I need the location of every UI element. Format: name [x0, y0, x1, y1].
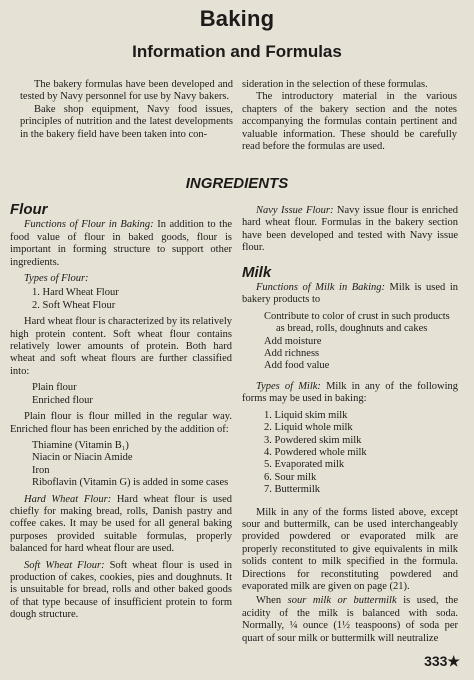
- soft-wheat-paragraph: [10, 560, 232, 622]
- soft-wheat-label: Soft Wheat Flour:: [24, 559, 105, 571]
- flour-heading: Flour: [10, 201, 48, 218]
- navy-flour-text: Navy issue flour is enriched hard wheat flour. Formulas in the bakery section have been developed and tested with Navy issue flour.: [242, 205, 459, 254]
- list-item: Iron: [32, 464, 50, 476]
- intro-paragraph-2: Bake shop equipment, Navy food issues, principles of nutrition and the latest developments in the bakery field have been taken into con-: [20, 103, 233, 140]
- flour-hard-soft-paragraph: Hard wheat flour is characterized by its relatively high protein content. Soft wheat flour contains relatively lower amounts of protein. Both hard wheat and soft wheat flours are further classified into:: [10, 316, 232, 377]
- milk-functions: [242, 282, 458, 307]
- flour-functions: [10, 219, 232, 269]
- list-item: 3. Powdered skim milk: [264, 434, 362, 446]
- flour-classes-list: [32, 382, 232, 407]
- flour-functions-label: Functions of Flour in Baking:: [24, 219, 154, 231]
- page-title: Baking: [199, 6, 275, 31]
- list-item: 4. Powdered whole milk: [264, 446, 367, 458]
- list-item: Thiamine (Vitamin B₁): [32, 439, 129, 451]
- list-item: Add richness: [264, 348, 320, 360]
- navy-flour-label: Navy Issue Flour:: [256, 205, 334, 216]
- list-item: Niacin or Niacin Amide: [32, 452, 133, 464]
- list-item: Add food value: [264, 360, 330, 372]
- flour-types-list: [32, 287, 232, 312]
- list-item: 2. Soft Wheat Flour: [32, 299, 116, 311]
- milk-forms-paragraph: Milk in any of the forms listed above, except sour and buttermilk, can be used interchangeably provided powdered or evaporated milk are properly reconstituted to give equivalents in milk solids content to milk specified in the formula. Directions for reconstituting powdered and evaporated milk are given on page (21).: [242, 506, 458, 592]
- navy-flour-paragraph: [242, 205, 458, 255]
- section-heading: INGREDIENTS: [185, 175, 289, 192]
- milk-functions-list: [264, 311, 458, 373]
- milk-functions-text: Milk is used in bakery products to: [242, 282, 458, 306]
- intro-left-column: [20, 79, 233, 141]
- list-item: Contribute to color of crust in such products as bread, rolls, doughnuts and cakes: [264, 310, 450, 335]
- intro-right-column: [242, 79, 457, 153]
- list-item: 2. Liquid whole milk: [264, 422, 353, 434]
- intro-paragraph-4: The introductory material in the various chapters of the bakery section and the notes accompanying the formulas contain pertinent and valuable information. These should be carefully read before the formulas are used.: [242, 91, 457, 153]
- list-item: 1. Hard Wheat Flour: [32, 287, 119, 299]
- milk-sour-paragraph: [242, 595, 458, 645]
- milk-types-label: Types of Milk:: [256, 380, 321, 392]
- flour-types-label: Types of Flour:: [24, 273, 89, 285]
- list-item: Enriched flour: [32, 394, 93, 406]
- list-item: Add moisture: [264, 335, 322, 347]
- flour-column: [10, 201, 233, 622]
- milk-sour-text-a: When: [256, 595, 282, 607]
- milk-functions-label: Functions of Milk in Baking:: [256, 282, 385, 294]
- hard-wheat-label: Hard Wheat Flour:: [24, 493, 112, 505]
- hard-wheat-paragraph: [10, 494, 232, 556]
- milk-types-text: Milk in any of the following forms may be used in baking:: [242, 380, 459, 405]
- hard-wheat-text: Hard wheat flour is used chiefly for making bread, rolls, Danish pastry and coffee cakes. It may be used for all general baking purposes provided suitable formulas, properly balanced for hard wheat flour are used.: [10, 493, 232, 555]
- milk-types-list: [264, 410, 458, 497]
- list-item: 6. Sour milk: [264, 471, 317, 483]
- list-item: 5. Evaporated milk: [264, 459, 345, 471]
- list-item: 1. Liquid skim milk: [264, 409, 348, 421]
- intro-paragraph-1: The bakery formulas have been developed and tested by Navy personnel for use by Navy bakers.: [20, 79, 233, 103]
- flour-functions-text: In addition to the food value of flour in baked goods, flour is important in forming structure to support other ingredients.: [10, 219, 233, 268]
- flour-additions-list: [32, 440, 232, 490]
- milk-types: [242, 381, 458, 406]
- page-number: 333★: [424, 653, 460, 669]
- intro-paragraph-3: sideration in the selection of these formulas.: [242, 79, 428, 90]
- milk-heading: Milk: [242, 263, 272, 281]
- soft-wheat-text: Soft wheat flour is used in production of cakes, cookies, pies and doughnuts. It is unsuitable for bread, rolls and other baked goods of that type because of insufficient protein to form dough structure.: [10, 559, 233, 621]
- list-item: 7. Buttermilk: [264, 484, 320, 496]
- milk-sour-text-b: is used, the acidity of the milk is balanced with soda. Normally, ¼ ounce (1½ teaspoons) of soda per quart of sour milk or buttermilk will neutralize: [242, 595, 459, 644]
- milk-sour-italic: sour milk or buttermilk: [287, 595, 397, 607]
- flour-plain-paragraph: Plain flour is flour milled in the regular way. Enriched flour has been enriched by the addition of:: [10, 411, 232, 435]
- page-subtitle: Information and Formulas: [132, 42, 342, 61]
- right-column: [242, 205, 458, 645]
- list-item: Riboflavin (Vitamin G) is added in some cases: [32, 477, 229, 489]
- list-item: Plain flour: [32, 382, 77, 394]
